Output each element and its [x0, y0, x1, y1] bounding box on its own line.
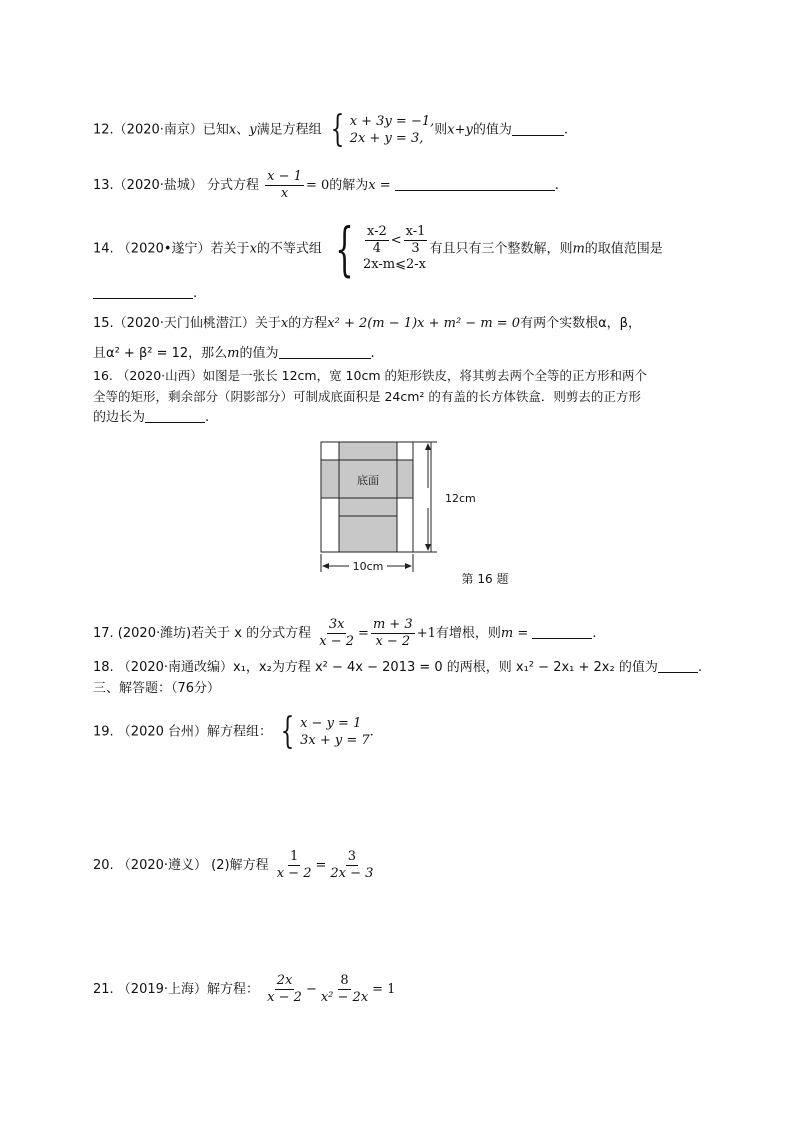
- left-brace-icon: {: [280, 711, 295, 752]
- q14-frac1: [365, 225, 389, 256]
- question-14: [93, 215, 663, 283]
- shaded-right: [397, 460, 413, 498]
- q18-text: 18. （2020·南通改编）x₁，x₂为方程 x² − 4x − 2013 = 0 的两根，则 x₁² − 2x₁ + 2x₂ 的值为: [93, 660, 658, 675]
- q12-answer-blank[interactable]: [512, 123, 564, 136]
- q13-eq2: =: [375, 178, 395, 193]
- q17-f2-num: m + 3: [372, 617, 413, 632]
- q13-den: x: [280, 186, 289, 201]
- q12-var-y: y: [249, 122, 257, 138]
- shaded-bottom: [339, 516, 397, 552]
- q14-f1-den: 4: [372, 241, 381, 256]
- q12-end: .: [563, 122, 568, 138]
- q12-system: [326, 109, 435, 150]
- question-16-line2: 全等的矩形，剩余部分（阴影部分）可制成底面积是 24cm² 的有盖的长方体铁盒．则剪去的正方形: [93, 389, 641, 404]
- q14-suffix: 的取值范围是: [584, 241, 663, 257]
- q15-line1-suffix: 有两个实数根α，β，: [520, 316, 641, 331]
- q19-end: .: [369, 724, 374, 740]
- q12-var-x: x: [228, 122, 237, 138]
- q17-frac2: [371, 618, 415, 649]
- q15-end: .: [370, 346, 375, 361]
- q12-suffix: 的值为: [472, 122, 512, 138]
- q15-line1-prefix: 15.（2020·天门仙桃潜江）关于: [93, 316, 281, 331]
- q12-mid: 满足方程组: [256, 122, 322, 138]
- q14-after: 有且只有三个整数解，则: [429, 241, 573, 257]
- q21-frac1: [265, 974, 304, 1005]
- left-brace-icon: {: [335, 215, 354, 283]
- q17-frac1: [317, 618, 356, 649]
- q20-f1-den: x − 2: [276, 866, 312, 881]
- question-17: [93, 618, 597, 649]
- q14-var-m: m: [572, 241, 585, 257]
- q13-num: x − 1: [267, 169, 302, 184]
- q20-prefix: 20. （2020·遵义） (2)解方程: [93, 858, 269, 873]
- q17-plus: +1: [416, 626, 436, 641]
- left-brace-icon: {: [330, 109, 345, 150]
- question-16-line3: [93, 410, 209, 426]
- q14-lt: <: [390, 233, 402, 248]
- q14-f2-num: x-1: [405, 224, 426, 239]
- q13-var: x: [368, 178, 376, 193]
- q21-f1-num: 2x: [276, 973, 293, 988]
- width-label: 10cm: [352, 560, 384, 573]
- question-15-line1: [93, 316, 641, 332]
- q15-equation: x² + 2(m − 1)x + m² − m = 0: [327, 316, 521, 331]
- q16-answer-blank[interactable]: [145, 410, 205, 423]
- q21-eq: = 1: [372, 982, 396, 997]
- q12-eq2: 2x + y = 3,: [349, 131, 424, 146]
- q20-eq: =: [315, 858, 327, 873]
- q14-f2-den: 3: [411, 241, 420, 256]
- question-18: [93, 660, 702, 676]
- q14-var-x: x: [249, 241, 257, 257]
- shaded-front: [339, 498, 397, 516]
- q17-answer-blank[interactable]: [532, 626, 592, 639]
- arrow-up-icon: [425, 443, 431, 450]
- q17-end: .: [592, 626, 597, 641]
- q21-prefix: 21. （2019·上海）解方程：: [93, 982, 260, 997]
- q16-line3: 的边长为: [93, 410, 146, 425]
- q21-f1-den: x − 2: [267, 990, 302, 1005]
- q14-prefix: 14. （2020•遂宁）若关于: [93, 241, 250, 257]
- question-20: [93, 850, 377, 881]
- q20-frac1: [275, 850, 314, 881]
- q12-prefix: 12.（2020·南京）已知: [93, 122, 229, 138]
- q17-f2-den: x − 2: [375, 634, 411, 649]
- q13-end: .: [554, 178, 559, 193]
- q13-fraction: [265, 170, 304, 201]
- q15-var-x: x: [280, 316, 289, 331]
- q21-f2-num: 8: [340, 973, 349, 988]
- shaded-top: [339, 442, 397, 460]
- q12-expr: x+y: [447, 122, 473, 138]
- q13-eq: = 0: [305, 178, 330, 193]
- q20-f2-den: 2x − 3: [330, 866, 374, 881]
- q12-sep: 、: [236, 122, 250, 138]
- q19-eq2: 3x + y = 7: [300, 733, 370, 748]
- question-21: [93, 974, 395, 1005]
- arrow-left-icon: [322, 563, 329, 569]
- q19-eq1: x − y = 1: [300, 716, 362, 731]
- q14-answer-line: [93, 286, 197, 302]
- q17-prefix: 17. (2020·潍坊)若关于 x 的分式方程: [93, 626, 312, 641]
- question-12: [93, 109, 568, 150]
- question-13: [93, 170, 559, 201]
- q19-prefix: 19. （2020 台州）解方程组：: [93, 724, 273, 740]
- question-15-line2: [93, 346, 375, 362]
- q15-var-m: m: [227, 346, 240, 361]
- q20-frac2: [328, 850, 375, 881]
- q18-end: .: [697, 660, 702, 675]
- q21-minus: −: [305, 982, 317, 997]
- q16-figure: [315, 436, 545, 606]
- figure-caption: 第 16 题: [461, 572, 509, 586]
- question-19: [93, 711, 374, 752]
- q14-end: .: [193, 286, 198, 301]
- q16-end: .: [205, 410, 210, 425]
- q20-f1-num: 1: [289, 849, 299, 864]
- q15-line1-mid: 的方程: [288, 316, 328, 331]
- q14-f1-num: x-2: [366, 224, 387, 239]
- q13-answer-blank[interactable]: [395, 178, 555, 191]
- q15-line2-suffix: 的值为: [239, 346, 279, 361]
- q13-prefix: 13.（2020·盐城） 分式方程: [93, 178, 260, 193]
- q21-frac2: [319, 974, 370, 1005]
- q12-after: 则: [434, 122, 448, 138]
- question-16-line1: 16. （2020·山西）如图是一张长 12cm，宽 10cm 的矩形铁皮，将其剪去两个全等的正方形和两个: [93, 368, 647, 383]
- q17-eq: =: [358, 626, 369, 641]
- q20-f2-num: 3: [347, 849, 357, 864]
- q17-var-m: m: [500, 626, 514, 641]
- q14-frac2: [404, 225, 428, 256]
- q19-system: [276, 711, 370, 752]
- arrow-down-icon: [425, 544, 431, 551]
- q17-eq2: =: [513, 626, 533, 641]
- base-label: 底面: [357, 474, 379, 487]
- arrow-right-icon: [405, 563, 412, 569]
- q17-f1-den: x − 2: [319, 634, 355, 649]
- section-3-heading: 三、解答题：（76分）: [93, 681, 221, 696]
- q17-f1-num: 3x: [328, 617, 345, 632]
- q17-mid: 有增根，则: [435, 626, 501, 641]
- q12-eq1: x + 3y = −1,: [349, 114, 435, 129]
- q13-mid: 的解为: [329, 178, 369, 193]
- shaded-left: [321, 460, 339, 498]
- q14-answer-blank[interactable]: [93, 286, 193, 299]
- q14-line2: 2x-m⩽2-x: [362, 257, 426, 272]
- q14-system: [326, 215, 429, 283]
- q21-f2-den: x² − 2x: [320, 990, 369, 1005]
- q15-line2-prefix: 且α² + β² = 12，那么: [93, 346, 228, 361]
- q14-mid: 的不等式组: [256, 241, 322, 257]
- q18-answer-blank[interactable]: [658, 660, 698, 673]
- height-label: 12cm: [445, 492, 476, 505]
- q15-answer-blank[interactable]: [279, 346, 371, 359]
